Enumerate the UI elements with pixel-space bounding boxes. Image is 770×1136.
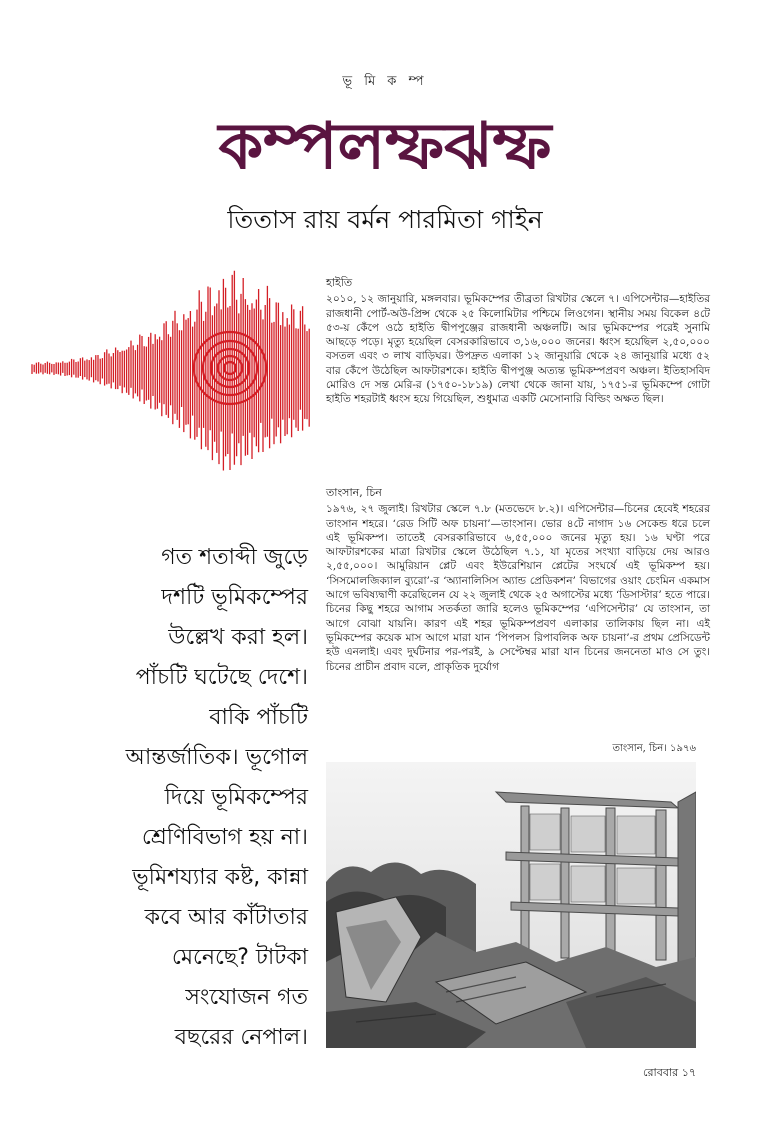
pull-quote-line: দশটি ভূমিকম্পের [161,585,308,610]
article-body: ২০১০, ১২ জানুয়ারি, মঙ্গলবার। ভূমিকম্পের তীব্রতা রিখটার স্কেলে ৭। এপিসেন্টার—হাইতির রাজধানী পোর্ট-অউ-প্রিন্স থেকে ২৫ কিলোমিটার পশ্চিমে লিওগেন। স্থানীয় সময় বিকেল ৪টে ৫৩-য় কেঁপে ওঠে হাইতি দ্বীপপুঞ্জের রাজধানী অঞ্চলটি। আর ভূমিকম্পের পরেই সুনামি আছড়ে পড়ে। মৃত্যু হয়েছিল বেসরকারিভাবে ৩,১৬,০০০ জনের। ধ্বংস হয়েছিল ২,৫০,০০০ বসতল এবং ৩ লাখ বাড়িঘর। উপদ্রুত এলাকা ১২ জানুয়ারি থেকে ২৪ জানুয়ারি মধ্যে ৫২ বার কেঁপে উঠেছিল আফটারশকে। হাইতি দ্বীপপুঞ্জ অত্যন্ত ভূমিকম্পপ্রবণ অঞ্চল। ইতিহাসবিদ মোরিও দে সন্ত মেরি-র (১৭৫০-১৮১৯) লেখা থেকে জানা যায়, ১৭৫১-র ভূমিকম্পে গোটা হাইতি শহরটাই ধ্বংস হয়ে গিয়েছিল, শুধুমাত্র একটি মেসোনারি বিল্ডিং অক্ষত ছিল। [326,293,710,406]
pull-quote-line: দিয়ে ভূমিকম্পের [164,785,308,810]
pull-quote-line: সংযোজন গত [185,985,308,1010]
pull-quote-line: বাকি পাঁচটি [209,705,308,730]
page-folio: রোববার ১৭ [643,1066,696,1079]
pull-quote-line: আন্তর্জাতিক। ভূগোল [125,745,308,770]
seismogram-waveform [32,271,309,471]
section-label: ভূ মি ক ম্প [342,74,428,89]
pull-quote-line: কবে আর কাঁটাতার [144,905,308,930]
ruined-building-photo [326,762,696,1048]
article-haiti [326,276,710,407]
article-tangshan [326,486,710,674]
page-title: কম্পলম্ফঝম্ফ [218,109,552,184]
pull-quote-line: পাঁচটি ঘটেছে দেশে। [135,665,308,690]
photo-caption: তাংসান, চিন। ১৯৭৬ [612,743,696,754]
article-body: ১৯৭৬, ২৭ জুলাই। রিখটার স্কেলে ৭.৮ (মতভেদে ৮.২)। এপিসেন্টার—চিনের হেবেই শহরের তাংসান শহরে। ‘রেড সিটি অফ চায়না’—তাংসান। ভোর ৪টে নাগাদ ১৬ সেকেন্ড ধরে চলে এই ভূমিকম্প। তাতেই বেসরকারিভাবে ৬,৫৫,০০০ জনের মৃত্যু হয়। ১৬ ঘণ্টা পরে আফটারশকের মাত্রা রিখটার স্কেলে উঠেছিল ৭.১, যা মৃতের সংখ্যা বাড়িয়ে দেয় আরও ২,৫৫,০০০। আমুরিয়ান প্লেট এবং ইউরেশিয়ান প্লেটের সংঘর্ষে এই ভূমিকম্প হয়। ‘সিসমোলজিক্যাল ব্যুরো’-র ‘অ্যানালিসিস অ্যান্ড প্রেডিকশন’ বিভাগের ওয়াং চেংমিন একমাস আগে ভবিষ্যদ্বাণী করেছিলেন যে ২২ জুলাই থেকে ২৫ অগাস্টের মধ্যে ‘ডিসাস্টার’ হতে পারে। চিনের কিছু শহরে আগাম সতর্কতা জারি হলেও ভূমিকম্পের ‘এপিসেন্টার’ যে তাংসান, তা আগে বোঝা যায়নি। কারণ এই শহর ভূমিকম্পপ্রবণ এলাকার তালিকায় ছিল না। এই ভূমিকম্পের কয়েক মাস আগে মারা যান ‘পিপলস রিপাবলিক অফ চায়না’-র প্রথম প্রেসিডেন্ট হউ এনলাই। এবং দুর্ঘটনার পর-পরই, ৯ সেপ্টেম্বর মারা যান চিনের জননেতা মাও সে তুং। চিনের প্রাচীন প্রবাদ বলে, প্রাকৃতিক দুর্যোগ [326,503,710,673]
seismogram-illustration [30,256,312,516]
pull-quote [90,538,308,1058]
pull-quote-line: ভূমিশয্যার কষ্ট, কান্না [132,865,308,890]
article-heading: হাইতি [326,276,353,289]
pull-quote-line: শ্রেণিবিভাগ হয় না। [141,825,308,850]
pull-quote-line: বছরের নেপাল। [174,1025,308,1050]
pull-quote-line: উল্লেখ করা হল। [168,625,308,650]
article-heading: তাংসান, চিন [326,486,382,499]
pull-quote-line: মেনেছে? টাটকা [171,945,308,970]
author-byline: তিতাস রায় বর্মন পারমিতা গাইন [227,205,543,234]
pull-quote-line: গত শতাব্দী জুড়ে [161,545,308,570]
